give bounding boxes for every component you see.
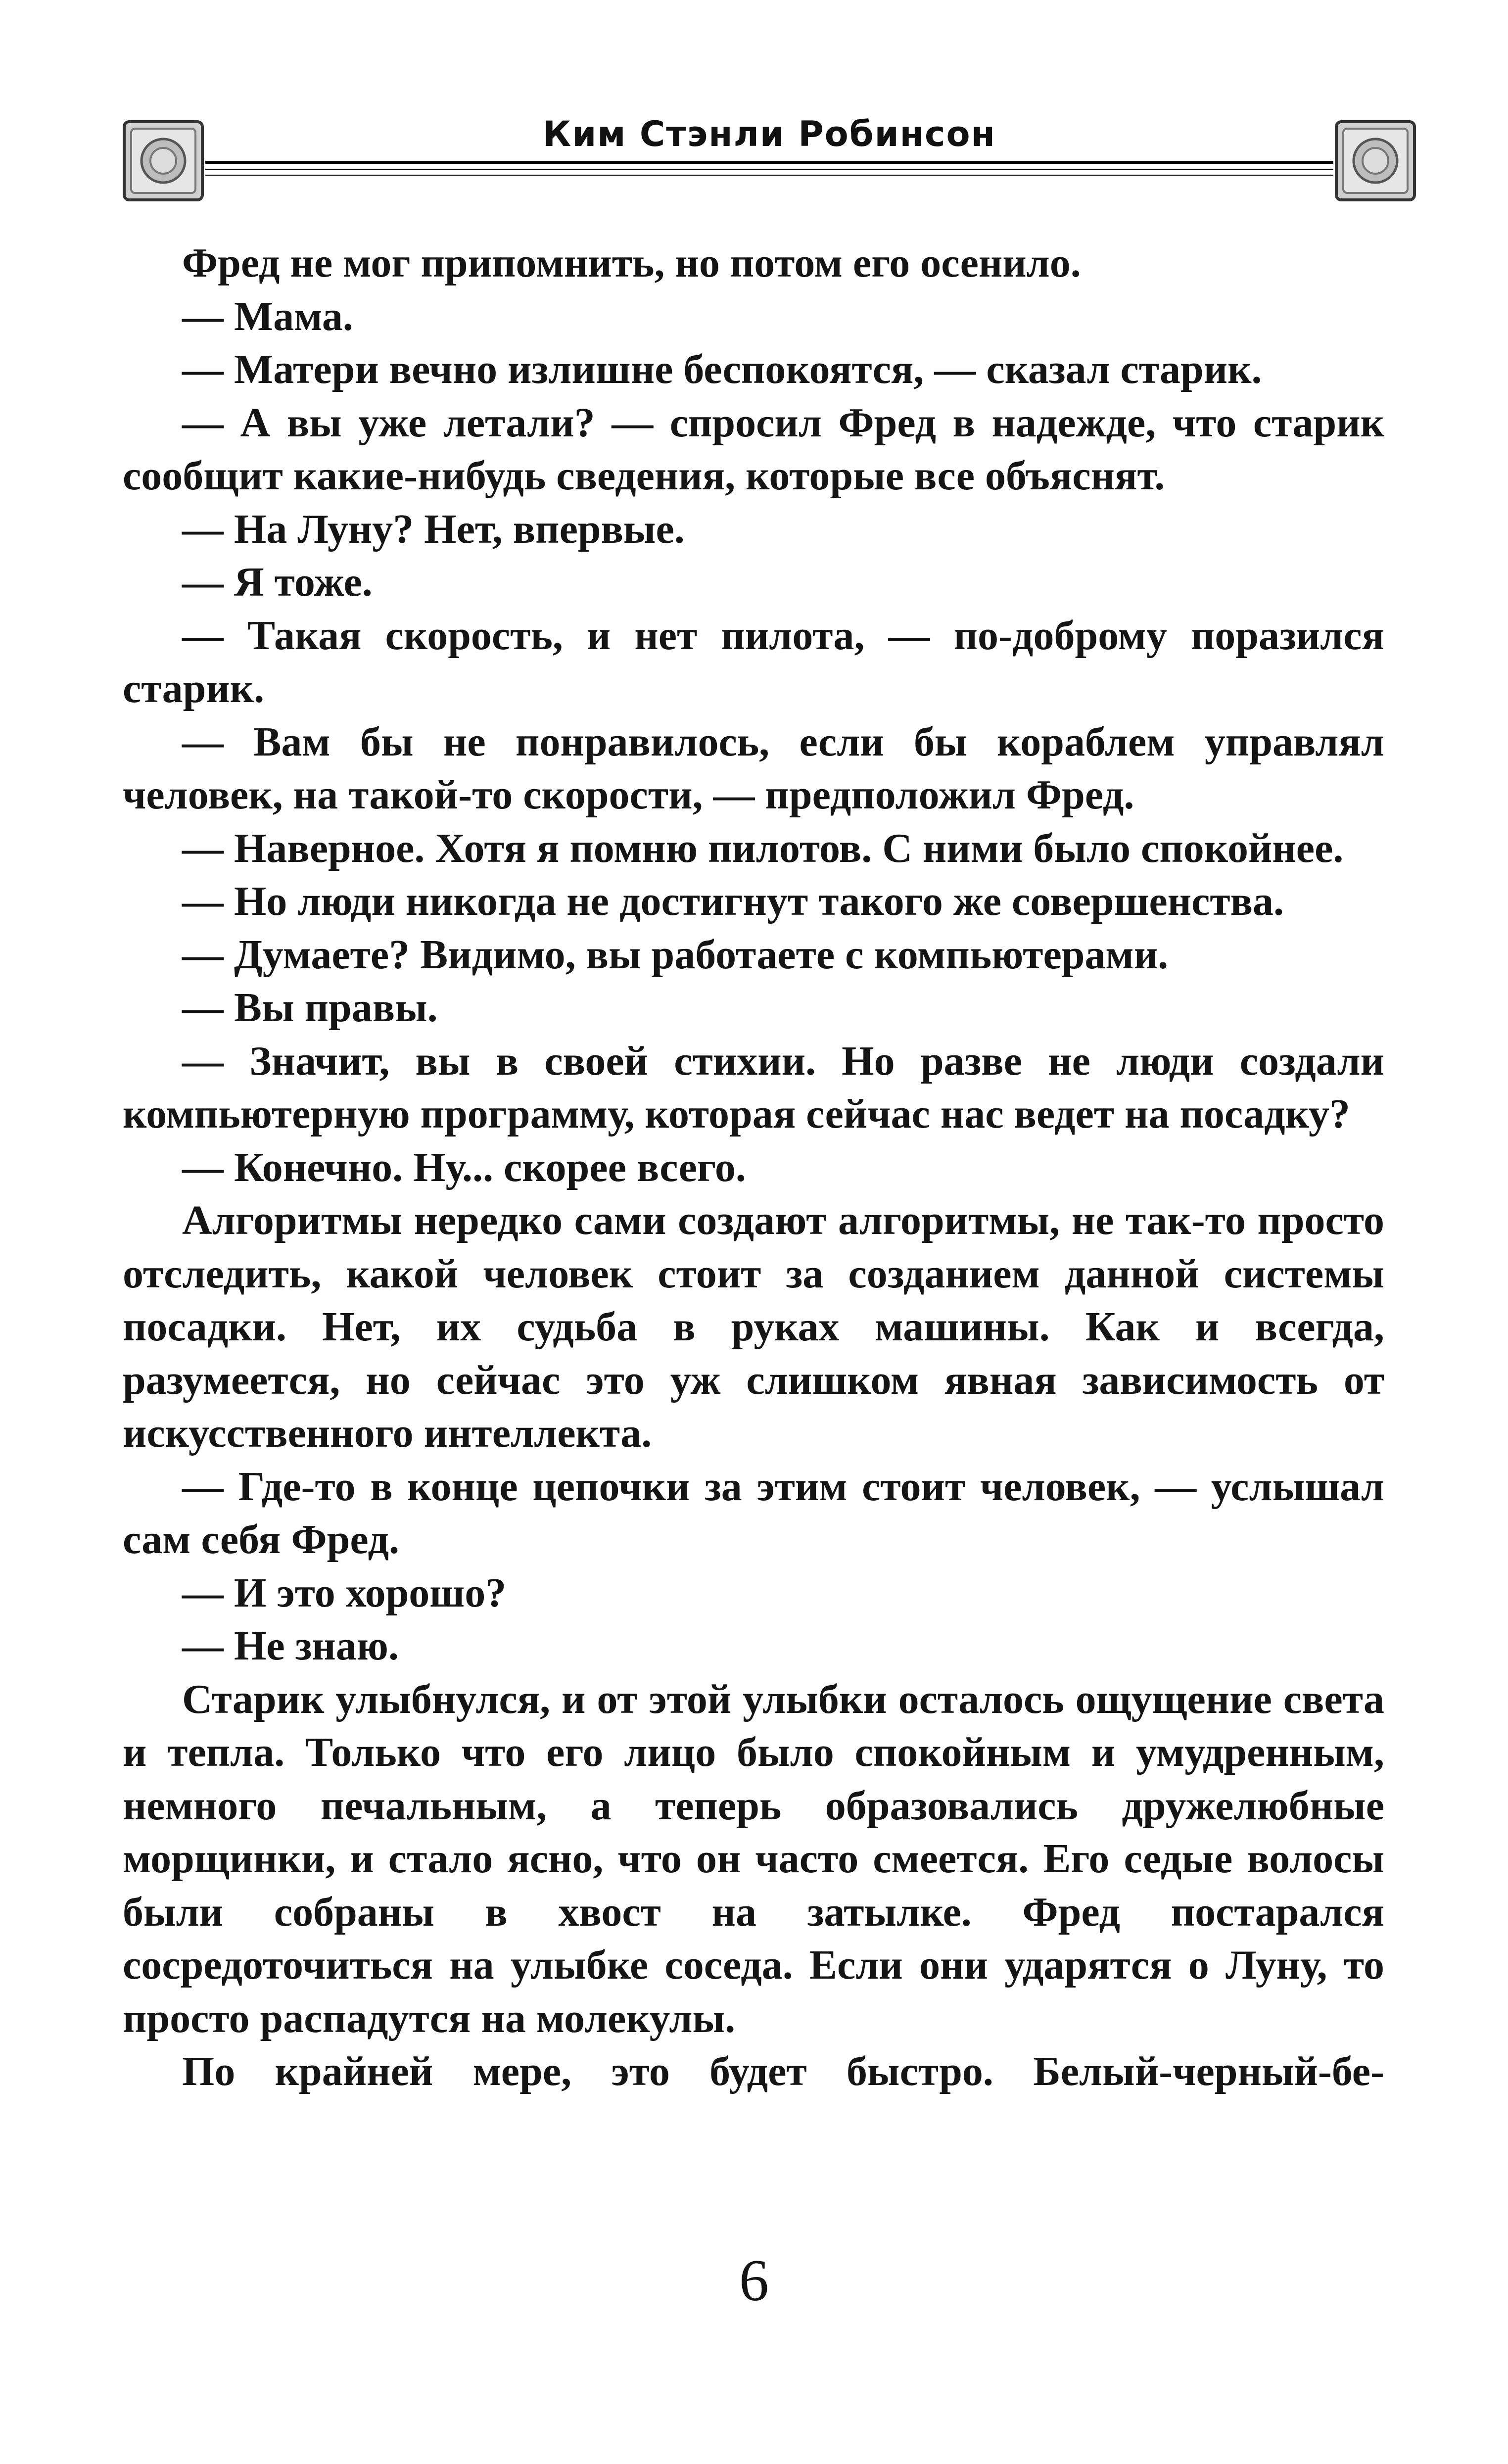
paragraph: — Мама.: [182, 293, 353, 339]
medallion-icon: [1333, 119, 1417, 203]
paragraph: — Но люди никогда не достигнут такого же совершенства.: [182, 878, 1284, 924]
paragraph: — Думаете? Видимо, вы работаете с компьютерами.: [182, 931, 1169, 978]
header-rule: [205, 175, 1333, 176]
paragraph: — Вам бы не понравилось, если бы кораблем управлял человек, на такой-то скорости, — предположил Фред.: [123, 718, 1384, 818]
paragraph: — Наверное. Хотя я помню пилотов. С ними было спокойнее.: [182, 825, 1344, 871]
paragraph: Старик улыбнулся, и от этой улыбки осталось ощущение света и тепла. Только что его лицо было спокойным и умудренным, немного печальным, а теперь образовались дружелюбные морщинки, и стало ясно, что он часто смеется. Его седые волосы были собраны в хвост на затылке. Фред постарался сосредоточиться на улыбке соседа. Если они ударятся о Луну, то просто распадутся на молекулы.: [123, 1676, 1384, 2041]
paragraph: — Не знаю.: [182, 1623, 399, 1669]
paragraph: — И это хорошо?: [182, 1569, 507, 1616]
paragraph: — Такая скорость, и нет пилота, — по-доброму поразился старик.: [123, 612, 1384, 711]
paragraph: — Конечно. Ну... скорее всего.: [182, 1144, 746, 1190]
paragraph: — Значит, вы в своей стихии. Но разве не люди создали компьютерную программу, которая сейчас нас ведет на посадку?: [123, 1038, 1384, 1137]
paragraph: — Я тоже.: [182, 559, 373, 605]
paragraph: — А вы уже летали? — спросил Фред в надежде, что старик сообщит какие-нибудь сведения, которые все объяснят.: [123, 399, 1384, 499]
running-title: Ким Стэнли Робинсон: [526, 114, 1013, 154]
paragraph: Алгоритмы нередко сами создают алгоритмы, не так-то просто отследить, какой человек стоит за созданием данной системы посадки. Нет, их судьба в руках машины. Как и всегда, разумеется, но сейчас это уж слишком явная зависимость от искусственного интеллекта.: [123, 1197, 1384, 1456]
paragraph: — Матери вечно излишне беспокоятся, — сказал старик.: [182, 346, 1262, 392]
paragraph: Фред не мог припомнить, но потом его осенило.: [182, 240, 1081, 286]
header-rule: [205, 161, 1333, 164]
body-text: [123, 237, 1384, 2098]
paragraph: По крайней мере, это будет быстро. Белый-черный-бе-: [182, 2048, 1384, 2094]
page-number: 6: [739, 2247, 769, 2313]
header-rule: [205, 169, 1333, 170]
paragraph: — Где-то в конце цепочки за этим стоит человек, — услышал сам себя Фред.: [123, 1463, 1384, 1563]
medallion-icon: [121, 119, 205, 203]
paragraph: — Вы правы.: [182, 985, 438, 1031]
running-header: [121, 109, 1417, 208]
paragraph: — На Луну? Нет, впервые.: [182, 506, 685, 552]
